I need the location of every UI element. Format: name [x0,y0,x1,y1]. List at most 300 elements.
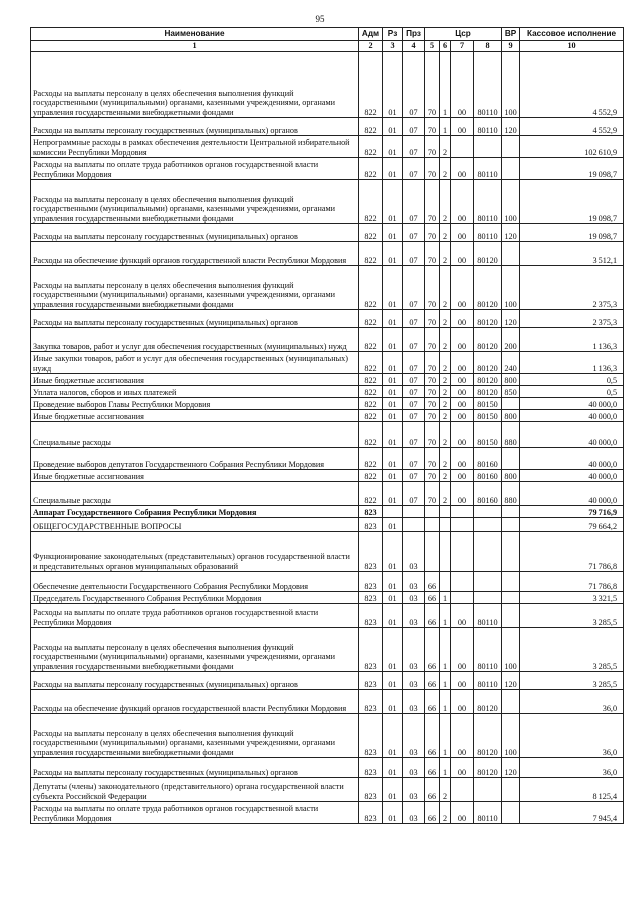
table-row [31,374,624,386]
row-csr-main: 00 [451,470,474,482]
row-csr-direction [474,532,502,572]
table-row [31,352,624,374]
row-csr-program: 70 [425,52,440,118]
table-row [31,398,624,410]
row-vr: 120 [502,310,520,328]
row-amount: 71 786,8 [520,532,624,572]
row-csr-program: 66 [425,572,440,592]
row-rz: 01 [383,52,403,118]
row-rz: 01 [383,422,403,448]
column-number: 1 [31,41,359,52]
row-csr-program: 70 [425,224,440,242]
row-name: Расходы на выплаты персоналу в целях обеспечения выполнения функций государственными (муниципальными) органами, казенными учреждениями, органами управления государственными внебюджетными фондами [31,180,359,224]
row-adm: 823 [359,778,383,802]
table-row [31,470,624,482]
row-vr: 200 [502,328,520,352]
budget-table [30,27,624,824]
row-vr [502,778,520,802]
row-csr-direction [474,572,502,592]
row-csr-subprogram: 2 [440,224,451,242]
row-rz: 01 [383,328,403,352]
row-csr-main: 00 [451,448,474,470]
row-csr-direction: 80110 [474,672,502,690]
row-csr-subprogram: 2 [440,802,451,824]
row-csr-program: 66 [425,778,440,802]
header-adm: Адм [359,28,383,41]
row-csr-program: 66 [425,714,440,758]
row-csr-program: 66 [425,672,440,690]
row-csr-subprogram: 2 [440,386,451,398]
row-csr-subprogram: 1 [440,714,451,758]
row-rz: 01 [383,672,403,690]
row-vr [502,690,520,714]
row-csr-main: 00 [451,242,474,266]
row-adm: 822 [359,410,383,422]
row-csr-subprogram: 1 [440,758,451,778]
row-csr-direction: 80120 [474,758,502,778]
row-prz: 03 [403,532,425,572]
row-prz: 07 [403,52,425,118]
row-csr-program [425,518,440,532]
table-row [31,506,624,518]
row-prz: 07 [403,422,425,448]
row-csr-program: 70 [425,386,440,398]
row-amount: 19 098,7 [520,180,624,224]
row-csr-main: 00 [451,180,474,224]
table-row [31,482,624,506]
row-csr-direction [474,506,502,518]
row-prz: 07 [403,398,425,410]
row-csr-direction: 80120 [474,374,502,386]
row-csr-subprogram: 2 [440,242,451,266]
row-csr-subprogram: 2 [440,328,451,352]
row-name: Расходы на выплаты по оплате труда работников органов государственной власти Республики Мордовия [31,604,359,628]
row-prz [403,506,425,518]
row-csr-main [451,532,474,572]
row-csr-main [451,572,474,592]
row-csr-program [425,532,440,572]
row-vr: 850 [502,386,520,398]
row-vr: 100 [502,52,520,118]
row-rz: 01 [383,398,403,410]
column-number: 2 [359,41,383,52]
row-adm: 823 [359,628,383,672]
row-adm: 823 [359,690,383,714]
row-csr-main: 00 [451,672,474,690]
row-prz: 07 [403,310,425,328]
row-csr-direction: 80110 [474,180,502,224]
row-csr-main: 00 [451,224,474,242]
row-adm: 822 [359,224,383,242]
row-csr-direction: 80160 [474,482,502,506]
row-adm: 822 [359,482,383,506]
row-name: Иные закупки товаров, работ и услуг для обеспечения государственных (муниципальных) нужд [31,352,359,374]
row-name: Обеспечение деятельности Государственного Собрания Республики Мордовия [31,572,359,592]
row-vr [502,604,520,628]
row-name: Расходы на выплаты персоналу в целях обеспечения выполнения функций государственными (муниципальными) органами, казенными учреждениями, органами управления государственными внебюджетными фондами [31,52,359,118]
row-name: Расходы на выплаты персоналу государственных (муниципальных) органов [31,224,359,242]
row-rz: 01 [383,572,403,592]
row-adm: 823 [359,672,383,690]
row-vr: 120 [502,672,520,690]
row-prz: 03 [403,758,425,778]
row-csr-subprogram: 2 [440,422,451,448]
row-csr-direction: 80110 [474,604,502,628]
row-csr-subprogram [440,532,451,572]
row-adm: 822 [359,310,383,328]
row-adm: 823 [359,506,383,518]
row-csr-subprogram: 1 [440,592,451,604]
row-adm: 822 [359,470,383,482]
row-name: Иные бюджетные ассигнования [31,374,359,386]
row-prz: 07 [403,374,425,386]
row-adm: 822 [359,374,383,386]
row-rz: 01 [383,604,403,628]
row-csr-main: 00 [451,374,474,386]
row-name: Иные бюджетные ассигнования [31,470,359,482]
table-row [31,758,624,778]
table-row [31,672,624,690]
row-name: ОБЩЕГОСУДАРСТВЕННЫЕ ВОПРОСЫ [31,518,359,532]
column-number: 9 [502,41,520,52]
row-csr-subprogram: 1 [440,52,451,118]
row-adm: 823 [359,592,383,604]
column-number: 3 [383,41,403,52]
table-row [31,52,624,118]
row-rz: 01 [383,310,403,328]
row-name: Специальные расходы [31,482,359,506]
row-csr-subprogram: 2 [440,352,451,374]
row-prz: 03 [403,672,425,690]
row-csr-main [451,592,474,604]
row-csr-main: 00 [451,158,474,180]
row-amount: 36,0 [520,690,624,714]
row-csr-direction [474,136,502,158]
row-adm: 822 [359,398,383,410]
row-vr: 240 [502,352,520,374]
row-adm: 822 [359,328,383,352]
row-prz: 07 [403,470,425,482]
row-csr-main: 00 [451,690,474,714]
table-row [31,224,624,242]
row-rz: 01 [383,518,403,532]
row-amount: 1 136,3 [520,352,624,374]
row-csr-subprogram: 2 [440,136,451,158]
row-csr-main: 00 [451,410,474,422]
row-csr-subprogram: 2 [440,158,451,180]
row-rz: 01 [383,266,403,310]
row-csr-subprogram: 2 [440,410,451,422]
row-vr: 100 [502,266,520,310]
row-csr-main [451,506,474,518]
row-name: Расходы на выплаты персоналу в целях обеспечения выполнения функций государственными (муниципальными) органами, казенными учреждениями, органами управления государственными внебюджетными фондами [31,628,359,672]
table-row [31,310,624,328]
row-amount: 40 000,0 [520,410,624,422]
row-csr-main: 00 [451,52,474,118]
row-adm: 822 [359,136,383,158]
row-csr-subprogram: 2 [440,266,451,310]
row-csr-program [425,506,440,518]
row-csr-subprogram [440,572,451,592]
row-adm: 822 [359,158,383,180]
row-amount: 1 136,3 [520,328,624,352]
row-csr-program: 70 [425,180,440,224]
row-csr-program: 70 [425,374,440,386]
row-prz: 03 [403,714,425,758]
column-number: 6 [440,41,451,52]
row-csr-program: 70 [425,398,440,410]
row-adm: 822 [359,180,383,224]
row-csr-subprogram: 2 [440,398,451,410]
row-adm: 823 [359,532,383,572]
row-prz: 07 [403,118,425,136]
row-rz: 01 [383,778,403,802]
row-name: Расходы на выплаты персоналу государственных (муниципальных) органов [31,758,359,778]
row-vr [502,448,520,470]
row-name: Расходы на обеспечение функций органов государственной власти Республики Мордовия [31,242,359,266]
row-vr [502,506,520,518]
row-vr: 120 [502,118,520,136]
header-row [31,28,624,41]
row-prz: 07 [403,482,425,506]
row-csr-direction: 80120 [474,328,502,352]
row-csr-subprogram: 2 [440,778,451,802]
row-csr-direction: 80110 [474,158,502,180]
table-row [31,180,624,224]
row-adm: 822 [359,386,383,398]
row-rz: 01 [383,802,403,824]
table-row [31,802,624,824]
table-row [31,604,624,628]
row-rz: 01 [383,224,403,242]
row-adm: 823 [359,758,383,778]
row-vr [502,572,520,592]
row-name: Расходы на выплаты по оплате труда работников органов государственной власти Республики Мордовия [31,802,359,824]
row-name: Закупка товаров, работ и услуг для обеспечения государственных (муниципальных) нужд [31,328,359,352]
row-name: Расходы на выплаты персоналу государственных (муниципальных) органов [31,118,359,136]
row-adm: 822 [359,352,383,374]
row-csr-direction: 80110 [474,802,502,824]
row-csr-main: 00 [451,118,474,136]
row-csr-main: 00 [451,266,474,310]
row-csr-direction [474,778,502,802]
row-csr-main: 00 [451,352,474,374]
row-csr-subprogram [440,518,451,532]
header-name: Наименование [31,28,359,41]
row-csr-direction: 80150 [474,410,502,422]
row-rz: 01 [383,448,403,470]
row-csr-program: 66 [425,604,440,628]
row-vr: 100 [502,714,520,758]
table-row [31,690,624,714]
row-vr [502,802,520,824]
row-csr-main: 00 [451,386,474,398]
row-prz: 03 [403,604,425,628]
row-amount: 3 321,5 [520,592,624,604]
table-row [31,266,624,310]
row-csr-direction: 80120 [474,352,502,374]
row-vr: 880 [502,482,520,506]
column-number: 7 [451,41,474,52]
table-row [31,518,624,532]
row-csr-subprogram: 1 [440,604,451,628]
row-csr-direction: 80150 [474,398,502,410]
row-rz: 01 [383,592,403,604]
row-csr-program: 70 [425,158,440,180]
row-csr-main: 00 [451,328,474,352]
row-amount: 7 945,4 [520,802,624,824]
row-name: Проведение выборов депутатов Государственного Собрания Республики Мордовия [31,448,359,470]
row-name: Непрограммные расходы в рамках обеспечения деятельности Центральной избирательной комиссии Республики Мордовия [31,136,359,158]
table-row [31,628,624,672]
column-number: 8 [474,41,502,52]
header-prz: Прз [403,28,425,41]
row-prz: 03 [403,690,425,714]
row-rz: 01 [383,180,403,224]
row-rz: 01 [383,690,403,714]
row-csr-direction [474,592,502,604]
row-csr-program: 66 [425,690,440,714]
row-csr-program: 66 [425,802,440,824]
row-prz: 07 [403,224,425,242]
row-prz: 07 [403,410,425,422]
row-rz: 01 [383,374,403,386]
row-csr-program: 70 [425,310,440,328]
row-rz: 01 [383,470,403,482]
table-row [31,714,624,758]
row-csr-subprogram: 2 [440,470,451,482]
row-csr-direction: 80120 [474,714,502,758]
row-name: Функционирование законодательных (представительных) органов государственной власти и представительных органов муниципальных образований [31,532,359,572]
table-row [31,410,624,422]
row-prz: 07 [403,180,425,224]
row-amount: 0,5 [520,374,624,386]
row-rz: 01 [383,410,403,422]
row-amount: 36,0 [520,758,624,778]
row-name: Иные бюджетные ассигнования [31,410,359,422]
row-prz: 03 [403,778,425,802]
table-row [31,242,624,266]
row-csr-main: 00 [451,310,474,328]
row-csr-subprogram: 1 [440,628,451,672]
row-rz: 01 [383,352,403,374]
row-csr-main: 00 [451,604,474,628]
row-adm: 823 [359,604,383,628]
column-number: 10 [520,41,624,52]
row-csr-direction: 80110 [474,52,502,118]
row-rz: 01 [383,158,403,180]
row-csr-direction: 80120 [474,310,502,328]
row-csr-main: 00 [451,758,474,778]
row-prz: 07 [403,158,425,180]
row-csr-direction: 80110 [474,628,502,672]
row-vr [502,518,520,532]
row-amount: 40 000,0 [520,398,624,410]
row-rz: 01 [383,136,403,158]
row-amount: 2 375,3 [520,310,624,328]
row-csr-direction: 80160 [474,470,502,482]
row-adm: 823 [359,802,383,824]
row-amount: 19 098,7 [520,224,624,242]
row-rz: 01 [383,242,403,266]
row-csr-program: 70 [425,328,440,352]
row-adm: 822 [359,118,383,136]
row-csr-main: 00 [451,422,474,448]
row-vr [502,136,520,158]
row-name: Расходы на обеспечение функций органов государственной власти Республики Мордовия [31,690,359,714]
row-vr: 100 [502,180,520,224]
row-rz [383,506,403,518]
row-csr-subprogram: 1 [440,690,451,714]
row-amount: 40 000,0 [520,482,624,506]
row-amount: 40 000,0 [520,422,624,448]
column-number-row [31,41,624,52]
page-number: 95 [315,14,325,24]
row-amount: 3 512,1 [520,242,624,266]
row-adm: 823 [359,714,383,758]
row-prz: 07 [403,448,425,470]
row-rz: 01 [383,118,403,136]
table-body [31,52,624,824]
row-rz: 01 [383,714,403,758]
row-amount: 4 552,9 [520,52,624,118]
row-csr-main [451,518,474,532]
row-csr-subprogram [440,506,451,518]
row-amount: 2 375,3 [520,266,624,310]
row-name: Проведение выборов Главы Республики Мордовия [31,398,359,410]
row-rz: 01 [383,758,403,778]
row-rz: 01 [383,628,403,672]
row-name: Аппарат Государственного Собрания Республики Мордовия [31,506,359,518]
row-csr-direction [474,518,502,532]
table-row [31,422,624,448]
row-prz: 03 [403,572,425,592]
row-amount: 71 786,8 [520,572,624,592]
row-csr-direction: 80120 [474,690,502,714]
row-name: Расходы на выплаты по оплате труда работников органов государственной власти Республики Мордовия [31,158,359,180]
row-csr-subprogram: 2 [440,374,451,386]
row-amount: 8 125,4 [520,778,624,802]
header-rz: Рз [383,28,403,41]
row-amount: 4 552,9 [520,118,624,136]
row-csr-program: 70 [425,352,440,374]
row-vr [502,592,520,604]
table-row [31,118,624,136]
row-vr: 800 [502,470,520,482]
row-vr [502,242,520,266]
row-amount: 3 285,5 [520,628,624,672]
row-adm: 822 [359,242,383,266]
row-csr-program: 70 [425,470,440,482]
row-csr-main: 00 [451,802,474,824]
row-vr [502,398,520,410]
table-row [31,778,624,802]
row-csr-program: 70 [425,410,440,422]
column-number: 4 [403,41,425,52]
row-csr-main: 00 [451,398,474,410]
row-name: Расходы на выплаты персоналу государственных (муниципальных) органов [31,672,359,690]
table-row [31,328,624,352]
row-csr-subprogram: 2 [440,482,451,506]
row-amount: 3 285,5 [520,604,624,628]
table-row [31,386,624,398]
row-vr [502,158,520,180]
row-prz: 07 [403,242,425,266]
row-name: Депутаты (члены) законодательного (представительного) органа государственной власти субъекта Российской Федерации [31,778,359,802]
row-prz [403,518,425,532]
row-csr-program: 70 [425,266,440,310]
row-prz: 03 [403,628,425,672]
